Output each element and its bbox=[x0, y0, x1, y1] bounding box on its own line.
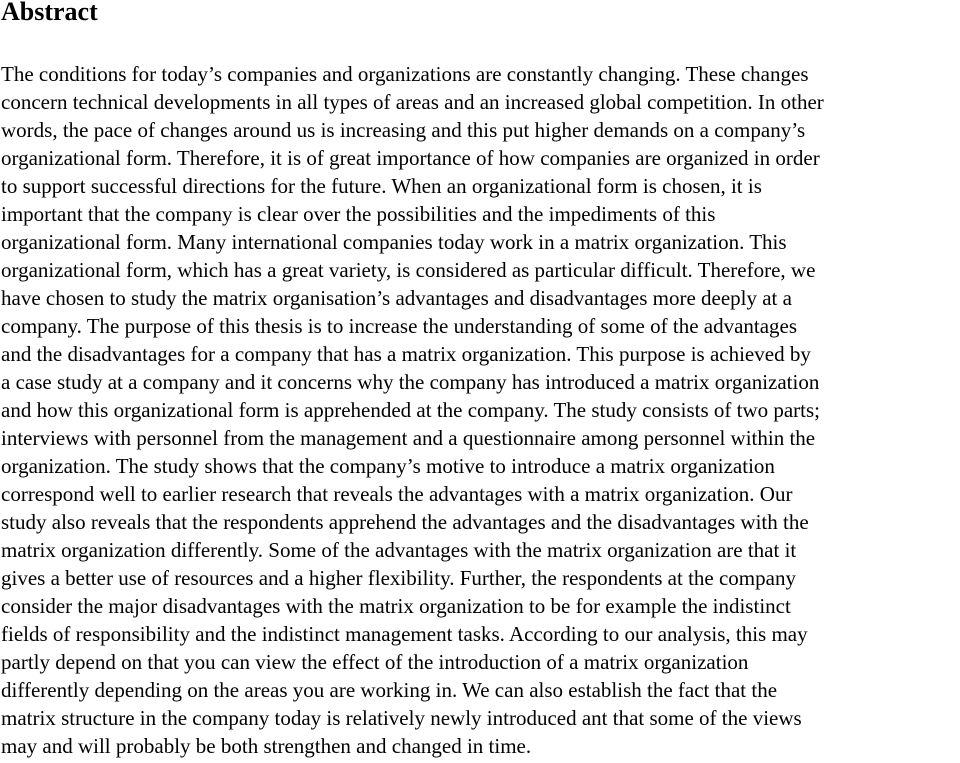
abstract-line: study also reveals that the respondents apprehend the advantages and the disadvantages with the bbox=[1, 510, 809, 534]
abstract-paragraph bbox=[1, 60, 959, 760]
abstract-line: The conditions for today’s companies and organizations are constantly changing. These changes bbox=[1, 62, 809, 86]
abstract-line: organizational form, which has a great variety, is considered as particular difficult. Therefore, we bbox=[1, 258, 816, 282]
abstract-line: and the disadvantages for a company that has a matrix organization. This purpose is achieved by bbox=[1, 342, 811, 366]
abstract-line: organization. The study shows that the company’s motive to introduce a matrix organization bbox=[1, 454, 775, 478]
abstract-line: words, the pace of changes around us is increasing and this put higher demands on a company’s bbox=[1, 118, 806, 142]
abstract-line: and how this organizational form is apprehended at the company. The study consists of two parts; bbox=[1, 398, 821, 422]
abstract-line: may and will probably be both strengthen and changed in time. bbox=[1, 734, 532, 758]
abstract-line: important that the company is clear over the possibilities and the impediments of this bbox=[1, 202, 716, 226]
abstract-line: partly depend on that you can view the effect of the introduction of a matrix organization bbox=[1, 650, 749, 674]
abstract-line: concern technical developments in all types of areas and an increased global competition. In other bbox=[1, 90, 824, 114]
abstract-line: matrix organization differently. Some of the advantages with the matrix organization are that it bbox=[1, 538, 797, 562]
abstract-line: consider the major disadvantages with the matrix organization to be for example the indistinct bbox=[1, 594, 791, 618]
abstract-line: organizational form. Many international companies today work in a matrix organization. This bbox=[1, 230, 787, 254]
abstract-line: organizational form. Therefore, it is of great importance of how companies are organized in order bbox=[1, 146, 820, 170]
abstract-line: to support successful directions for the future. When an organizational form is chosen, it is bbox=[1, 174, 762, 198]
abstract-line: company. The purpose of this thesis is to increase the understanding of some of the advantages bbox=[1, 314, 798, 338]
abstract-line: differently depending on the areas you are working in. We can also establish the fact that the bbox=[1, 678, 778, 702]
abstract-line: matrix structure in the company today is relatively newly introduced ant that some of the views bbox=[1, 706, 802, 730]
abstract-line: interviews with personnel from the management and a questionnaire among personnel within the bbox=[1, 426, 816, 450]
abstract-line: a case study at a company and it concerns why the company has introduced a matrix organization bbox=[1, 370, 820, 394]
abstract-line: fields of responsibility and the indistinct management tasks. According to our analysis, this may bbox=[1, 622, 808, 646]
abstract-line: correspond well to earlier research that reveals the advantages with a matrix organization. Our bbox=[1, 482, 793, 506]
abstract-line: gives a better use of resources and a higher flexibility. Further, the respondents at the company bbox=[1, 566, 796, 590]
abstract-heading: Abstract bbox=[1, 0, 98, 26]
abstract-line: have chosen to study the matrix organisation’s advantages and disadvantages more deeply at a bbox=[1, 286, 792, 310]
